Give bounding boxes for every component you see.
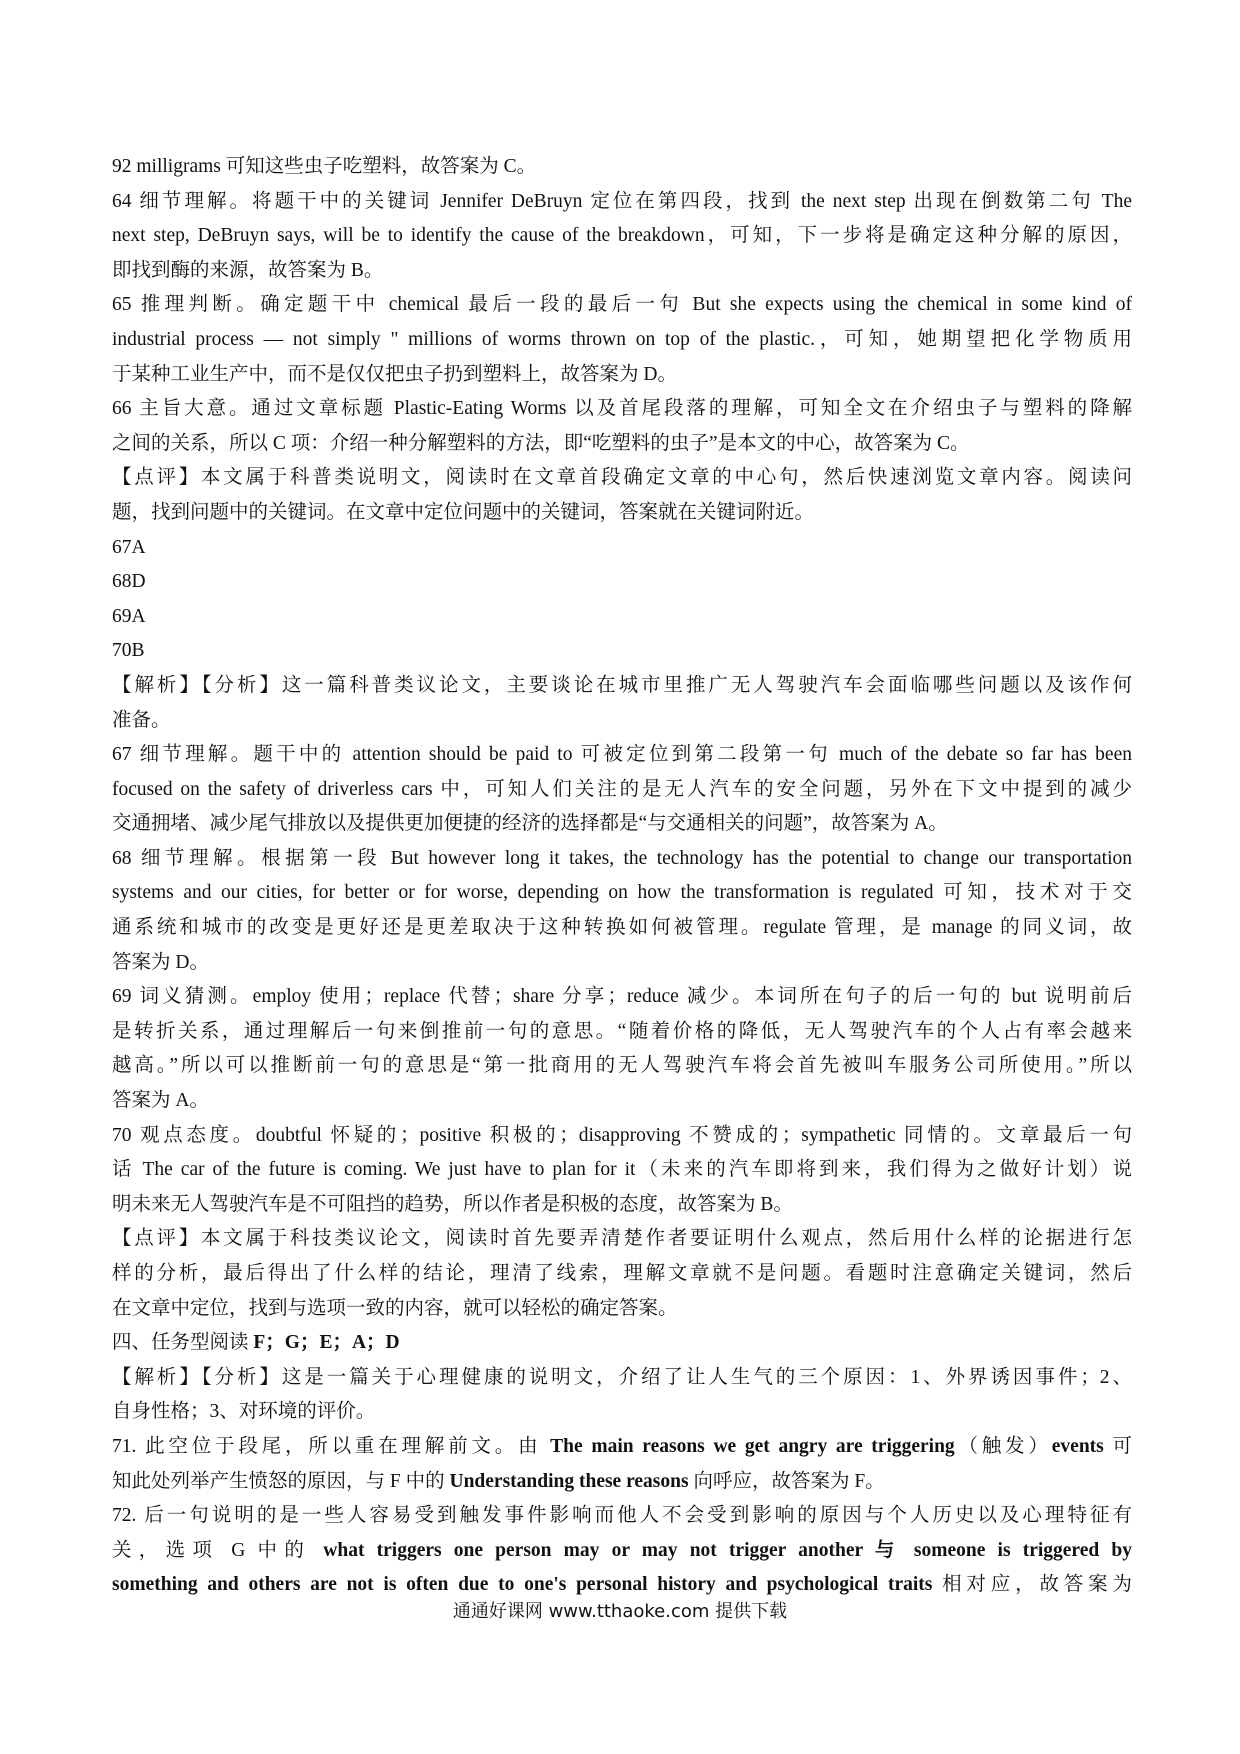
- text-run: 知此处列举产生愤怒的原因，与 F 中的: [112, 1470, 450, 1492]
- text-line: 92 milligrams 可知这些虫子吃塑料，故答案为 C。: [112, 156, 537, 177]
- text-line: 70B: [112, 640, 145, 662]
- text-line: 67A: [112, 536, 146, 558]
- text-line: 之间的关系，所以 C 项：介绍一种分解塑料的方法，即“吃塑料的虫子”是本文的中心，故答案为 C。: [112, 432, 970, 454]
- bold-text-run: F；G；E；A；D: [253, 1332, 400, 1354]
- text-run: 71. 此空位于段尾，所以重在理解前文。由: [112, 1435, 551, 1457]
- text-line: next step, DeBruyn says, will be to identify the cause of the breakdown，可知，下一步将是确定这种分解的原因，: [112, 225, 1132, 247]
- text-run: 相对应，故答案为: [932, 1574, 1132, 1596]
- text-line: 明未来无人驾驶汽车是不可阻挡的趋势，所以作者是积极的态度，故答案为 B。: [112, 1193, 793, 1215]
- bold-text-run: The main reasons we get angry are triggering: [550, 1435, 955, 1457]
- bold-text-run: events: [1051, 1435, 1104, 1457]
- text-line: 69A: [112, 605, 146, 627]
- text-line: 65 推理判断。确定题干中 chemical 最后一段的最后一句 But she expects using the chemical in some kind of: [112, 294, 1132, 316]
- text-line: 是转折关系，通过理解后一句来倒推前一句的意思。“随着价格的降低，无人驾驶汽车的个人占有率会越来: [112, 1020, 1132, 1042]
- text-line: [112, 1534, 1132, 1569]
- bold-text-run: something and others are not is often due to one's personal history and psychological traits: [112, 1574, 933, 1596]
- text-line: 交通拥堵、减少尾气排放以及提供更加便捷的经济的选择都是“与交通相关的问题”，故答案为 A。: [112, 813, 948, 835]
- text-line: 【点评】本文属于科技类议论文，阅读时首先要弄清楚作者要证明什么观点，然后用什么样的论据进行怎: [112, 1228, 1132, 1250]
- text-line: 70 观点态度。doubtful 怀疑的；positive 积极的；disapproving 不赞成的；sympathetic 同情的。文章最后一句: [112, 1124, 1132, 1146]
- text-line: 自身性格；3、对环境的评价。: [112, 1401, 376, 1423]
- text-line: 67 细节理解。题干中的 attention should be paid to 可被定位到第二段第一句 much of the debate so far has been: [112, 744, 1132, 766]
- text-line: 话 The car of the future is coming. We just have to plan for it（未来的汽车即将到来，我们得为之做好计划）说: [112, 1159, 1132, 1181]
- text-run: 可: [1103, 1435, 1132, 1457]
- document-body: [112, 150, 1132, 1603]
- text-line: 68D: [112, 571, 146, 593]
- text-run: 向呼应，故答案为 F。: [688, 1470, 885, 1492]
- text-line: 即找到酶的来源，故答案为 B。: [112, 259, 384, 281]
- text-line: [112, 1465, 1132, 1500]
- text-line: 72. 后一句说明的是一些人容易受到触发事件影响而他人不会受到影响的原因与个人历史以及心理特征有: [112, 1505, 1132, 1527]
- text-line: 答案为 A。: [112, 1090, 209, 1112]
- text-line: 在文章中定位，找到与选项一致的内容，就可以轻松的确定答案。: [112, 1297, 678, 1319]
- text-line: 越高。”所以可以推断前一句的意思是“第一批商用的无人驾驶汽车将会首先被叫车服务公司所使用。”所以: [112, 1055, 1132, 1077]
- text-line: 【点评】本文属于科普类说明文，阅读时在文章首段确定文章的中心句，然后快速浏览文章内容。阅读问: [112, 467, 1132, 489]
- text-run: 四、任务型阅读: [112, 1332, 254, 1354]
- page-footer: 通通好课网 www.tthaoke.com 提供下载: [452, 1601, 788, 1622]
- bold-text-run: Understanding these reasons: [449, 1470, 689, 1492]
- text-line: 于某种工业生产中，而不是仅仅把虫子扔到塑料上，故答案为 D。: [112, 363, 677, 385]
- text-line: 64 细节理解。将题干中的关键词 Jennifer DeBruyn 定位在第四段，找到 the next step 出现在倒数第二句 The: [112, 190, 1132, 212]
- text-line: [112, 1326, 1132, 1361]
- text-run: （触发）: [954, 1435, 1052, 1457]
- text-line: 69 词义猜测。employ 使用；replace 代替；share 分享；reduce 减少。本词所在句子的后一句的 but 说明前后: [112, 986, 1132, 1008]
- text-run: 关，选项 G 中的: [112, 1539, 324, 1561]
- text-line: 题，找到问题中的关键词。在文章中定位问题中的关键词，答案就在关键词附近。: [112, 501, 815, 523]
- text-line: [112, 1430, 1132, 1465]
- text-line: focused on the safety of driverless cars 中，可知人们关注的是无人汽车的安全问题，另外在下文中提到的减少: [112, 778, 1132, 800]
- text-line: systems and our cities, for better or for worse, depending on how the transformation is regulated 可知，技术对于交: [112, 882, 1132, 904]
- text-line: industrial process — not simply " millions of worms thrown on top of the plastic.，可知，她期望把化学物质用: [112, 328, 1132, 350]
- text-line: 通系统和城市的改变是更好还是更差取决于这种转换如何被管理。regulate 管理，是 manage 的同义词，故: [112, 917, 1132, 939]
- text-line: 【解析】【分析】这一篇科普类议论文，主要谈论在城市里推广无人驾驶汽车会面临哪些问题以及该作何: [112, 674, 1132, 696]
- text-line: 样的分析，最后得出了什么样的结论，理清了线索，理解文章就不是问题。看题时注意确定关键词，然后: [112, 1263, 1132, 1284]
- text-line: 【解析】【分析】这是一篇关于心理健康的说明文，介绍了让人生气的三个原因：1、外界诱因事件；2、: [112, 1366, 1132, 1388]
- bold-text-run: what triggers one person may or may not trigger another 与 someone is triggered by: [323, 1539, 1132, 1561]
- text-line: 准备。: [112, 709, 171, 731]
- text-line: 答案为 D。: [112, 951, 209, 973]
- text-line: 66 主旨大意。通过文章标题 Plastic-Eating Worms 以及首尾段落的理解，可知全文在介绍虫子与塑料的降解: [112, 398, 1132, 420]
- text-line: 68 细节理解。根据第一段 But however long it takes, the technology has the potential to change our transportation: [112, 847, 1132, 869]
